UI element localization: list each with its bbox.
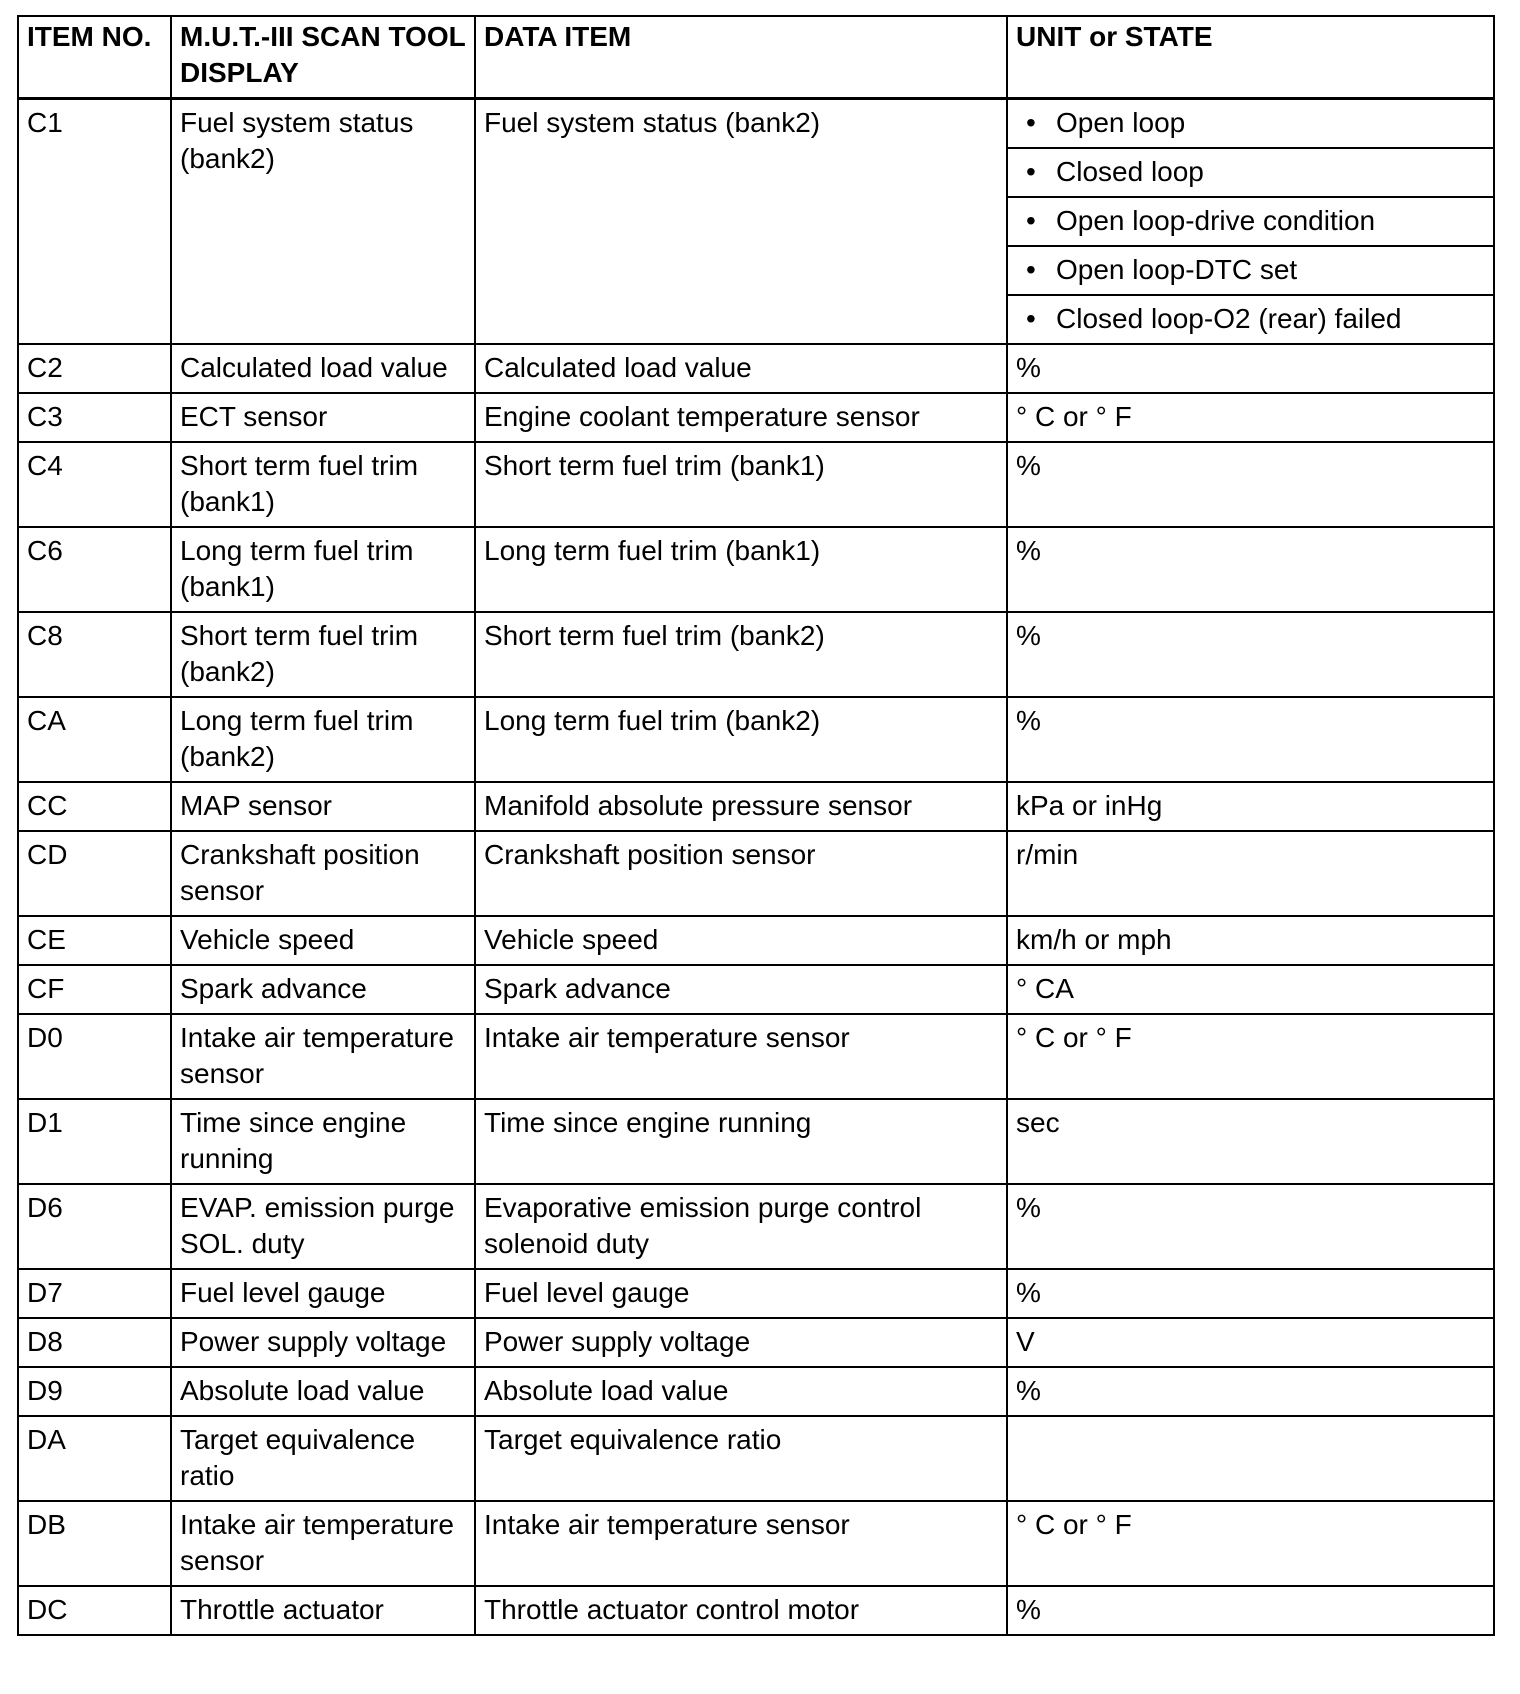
cell-data-item: Fuel level gauge [475, 1269, 1007, 1318]
table-row [18, 1318, 1494, 1367]
table-row [18, 612, 1494, 697]
table-row [18, 916, 1494, 965]
bullet-icon: • [1026, 303, 1036, 334]
state-list-item [1008, 247, 1493, 296]
header-item-no: ITEM NO. [18, 16, 171, 99]
cell-scan-tool-display: Crankshaft position sensor [171, 831, 475, 916]
cell-unit-or-state: ° C or ° F [1007, 393, 1494, 442]
cell-scan-tool-display: Spark advance [171, 965, 475, 1014]
cell-data-item: Calculated load value [475, 344, 1007, 393]
table-row [18, 99, 1494, 345]
cell-item-no: CD [18, 831, 171, 916]
cell-item-no: C6 [18, 527, 171, 612]
cell-data-item: Evaporative emission purge control solenoid duty [475, 1184, 1007, 1269]
cell-scan-tool-display: Power supply voltage [171, 1318, 475, 1367]
state-list-item [1008, 198, 1493, 247]
cell-unit-or-state [1007, 99, 1494, 345]
cell-item-no: D6 [18, 1184, 171, 1269]
cell-unit-or-state: % [1007, 1269, 1494, 1318]
table-row [18, 344, 1494, 393]
cell-scan-tool-display: EVAP. emission purge SOL. duty [171, 1184, 475, 1269]
table-header-row [18, 16, 1494, 99]
cell-item-no: D1 [18, 1099, 171, 1184]
table-row [18, 1014, 1494, 1099]
cell-data-item: Throttle actuator control motor [475, 1586, 1007, 1635]
cell-unit-or-state: % [1007, 344, 1494, 393]
cell-data-item: Spark advance [475, 965, 1007, 1014]
cell-item-no: DB [18, 1501, 171, 1586]
cell-unit-or-state: ° C or ° F [1007, 1014, 1494, 1099]
cell-unit-or-state: % [1007, 612, 1494, 697]
cell-scan-tool-display: Absolute load value [171, 1367, 475, 1416]
state-label: Open loop-DTC set [1056, 254, 1298, 285]
cell-item-no: CA [18, 697, 171, 782]
table-row [18, 782, 1494, 831]
table-row [18, 1501, 1494, 1586]
cell-data-item: Short term fuel trim (bank2) [475, 612, 1007, 697]
table-body [18, 99, 1494, 1636]
table-row [18, 1184, 1494, 1269]
cell-data-item: Fuel system status (bank2) [475, 99, 1007, 345]
cell-data-item: Time since engine running [475, 1099, 1007, 1184]
header-data-item: DATA ITEM [475, 16, 1007, 99]
cell-scan-tool-display: Long term fuel trim (bank2) [171, 697, 475, 782]
table-row [18, 965, 1494, 1014]
table-row [18, 442, 1494, 527]
cell-data-item: Absolute load value [475, 1367, 1007, 1416]
cell-data-item: Manifold absolute pressure sensor [475, 782, 1007, 831]
cell-unit-or-state [1007, 1416, 1494, 1501]
cell-data-item: Vehicle speed [475, 916, 1007, 965]
cell-scan-tool-display: Target equivalence ratio [171, 1416, 475, 1501]
cell-data-item: Long term fuel trim (bank1) [475, 527, 1007, 612]
bullet-icon: • [1026, 205, 1036, 236]
cell-data-item: Power supply voltage [475, 1318, 1007, 1367]
table-row [18, 1367, 1494, 1416]
table-row [18, 1416, 1494, 1501]
state-label: Open loop-drive condition [1056, 205, 1376, 236]
state-label: Closed loop-O2 (rear) failed [1056, 303, 1402, 334]
cell-scan-tool-display: Intake air temperature sensor [171, 1014, 475, 1099]
scan-tool-data-table [17, 15, 1495, 1636]
state-label: Open loop [1056, 107, 1186, 138]
state-list [1008, 100, 1493, 343]
cell-data-item: Crankshaft position sensor [475, 831, 1007, 916]
table-row [18, 527, 1494, 612]
header-unit-or-state: UNIT or STATE [1007, 16, 1494, 99]
cell-item-no: CC [18, 782, 171, 831]
cell-scan-tool-display: Short term fuel trim (bank2) [171, 612, 475, 697]
cell-unit-or-state: r/min [1007, 831, 1494, 916]
table-row [18, 1586, 1494, 1635]
table-row [18, 393, 1494, 442]
cell-unit-or-state: % [1007, 1586, 1494, 1635]
cell-item-no: CE [18, 916, 171, 965]
cell-item-no: D8 [18, 1318, 171, 1367]
cell-unit-or-state: % [1007, 1367, 1494, 1416]
state-label: Closed loop [1056, 156, 1204, 187]
cell-scan-tool-display: Calculated load value [171, 344, 475, 393]
table-row [18, 697, 1494, 782]
table-row [18, 1269, 1494, 1318]
cell-item-no: C3 [18, 393, 171, 442]
cell-data-item: Intake air temperature sensor [475, 1501, 1007, 1586]
cell-scan-tool-display: Vehicle speed [171, 916, 475, 965]
cell-data-item: Target equivalence ratio [475, 1416, 1007, 1501]
cell-item-no: C1 [18, 99, 171, 345]
cell-data-item: Intake air temperature sensor [475, 1014, 1007, 1099]
cell-item-no: DA [18, 1416, 171, 1501]
cell-unit-or-state: km/h or mph [1007, 916, 1494, 965]
bullet-icon: • [1026, 107, 1036, 138]
cell-item-no: CF [18, 965, 171, 1014]
cell-scan-tool-display: ECT sensor [171, 393, 475, 442]
cell-unit-or-state: sec [1007, 1099, 1494, 1184]
cell-scan-tool-display: Fuel system status (bank2) [171, 99, 475, 345]
cell-data-item: Short term fuel trim (bank1) [475, 442, 1007, 527]
cell-unit-or-state: V [1007, 1318, 1494, 1367]
table-row [18, 831, 1494, 916]
cell-data-item: Engine coolant temperature sensor [475, 393, 1007, 442]
cell-item-no: D0 [18, 1014, 171, 1099]
cell-data-item: Long term fuel trim (bank2) [475, 697, 1007, 782]
bullet-icon: • [1026, 254, 1036, 285]
cell-unit-or-state: % [1007, 527, 1494, 612]
cell-unit-or-state: % [1007, 697, 1494, 782]
cell-scan-tool-display: Long term fuel trim (bank1) [171, 527, 475, 612]
cell-scan-tool-display: MAP sensor [171, 782, 475, 831]
state-list-item [1008, 100, 1493, 149]
cell-unit-or-state: % [1007, 1184, 1494, 1269]
cell-unit-or-state: kPa or inHg [1007, 782, 1494, 831]
cell-scan-tool-display: Fuel level gauge [171, 1269, 475, 1318]
cell-item-no: DC [18, 1586, 171, 1635]
header-scan-tool-display: M.U.T.-III SCAN TOOL DISPLAY [171, 16, 475, 99]
cell-scan-tool-display: Time since engine running [171, 1099, 475, 1184]
cell-item-no: D9 [18, 1367, 171, 1416]
cell-item-no: D7 [18, 1269, 171, 1318]
cell-unit-or-state: ° CA [1007, 965, 1494, 1014]
cell-unit-or-state: ° C or ° F [1007, 1501, 1494, 1586]
cell-item-no: C2 [18, 344, 171, 393]
cell-scan-tool-display: Throttle actuator [171, 1586, 475, 1635]
cell-scan-tool-display: Intake air temperature sensor [171, 1501, 475, 1586]
bullet-icon: • [1026, 156, 1036, 187]
cell-scan-tool-display: Short term fuel trim (bank1) [171, 442, 475, 527]
cell-item-no: C4 [18, 442, 171, 527]
data-list-sheet [17, 15, 1493, 1636]
state-list-item [1008, 296, 1493, 343]
cell-item-no: C8 [18, 612, 171, 697]
table-row [18, 1099, 1494, 1184]
cell-unit-or-state: % [1007, 442, 1494, 527]
state-list-item [1008, 149, 1493, 198]
